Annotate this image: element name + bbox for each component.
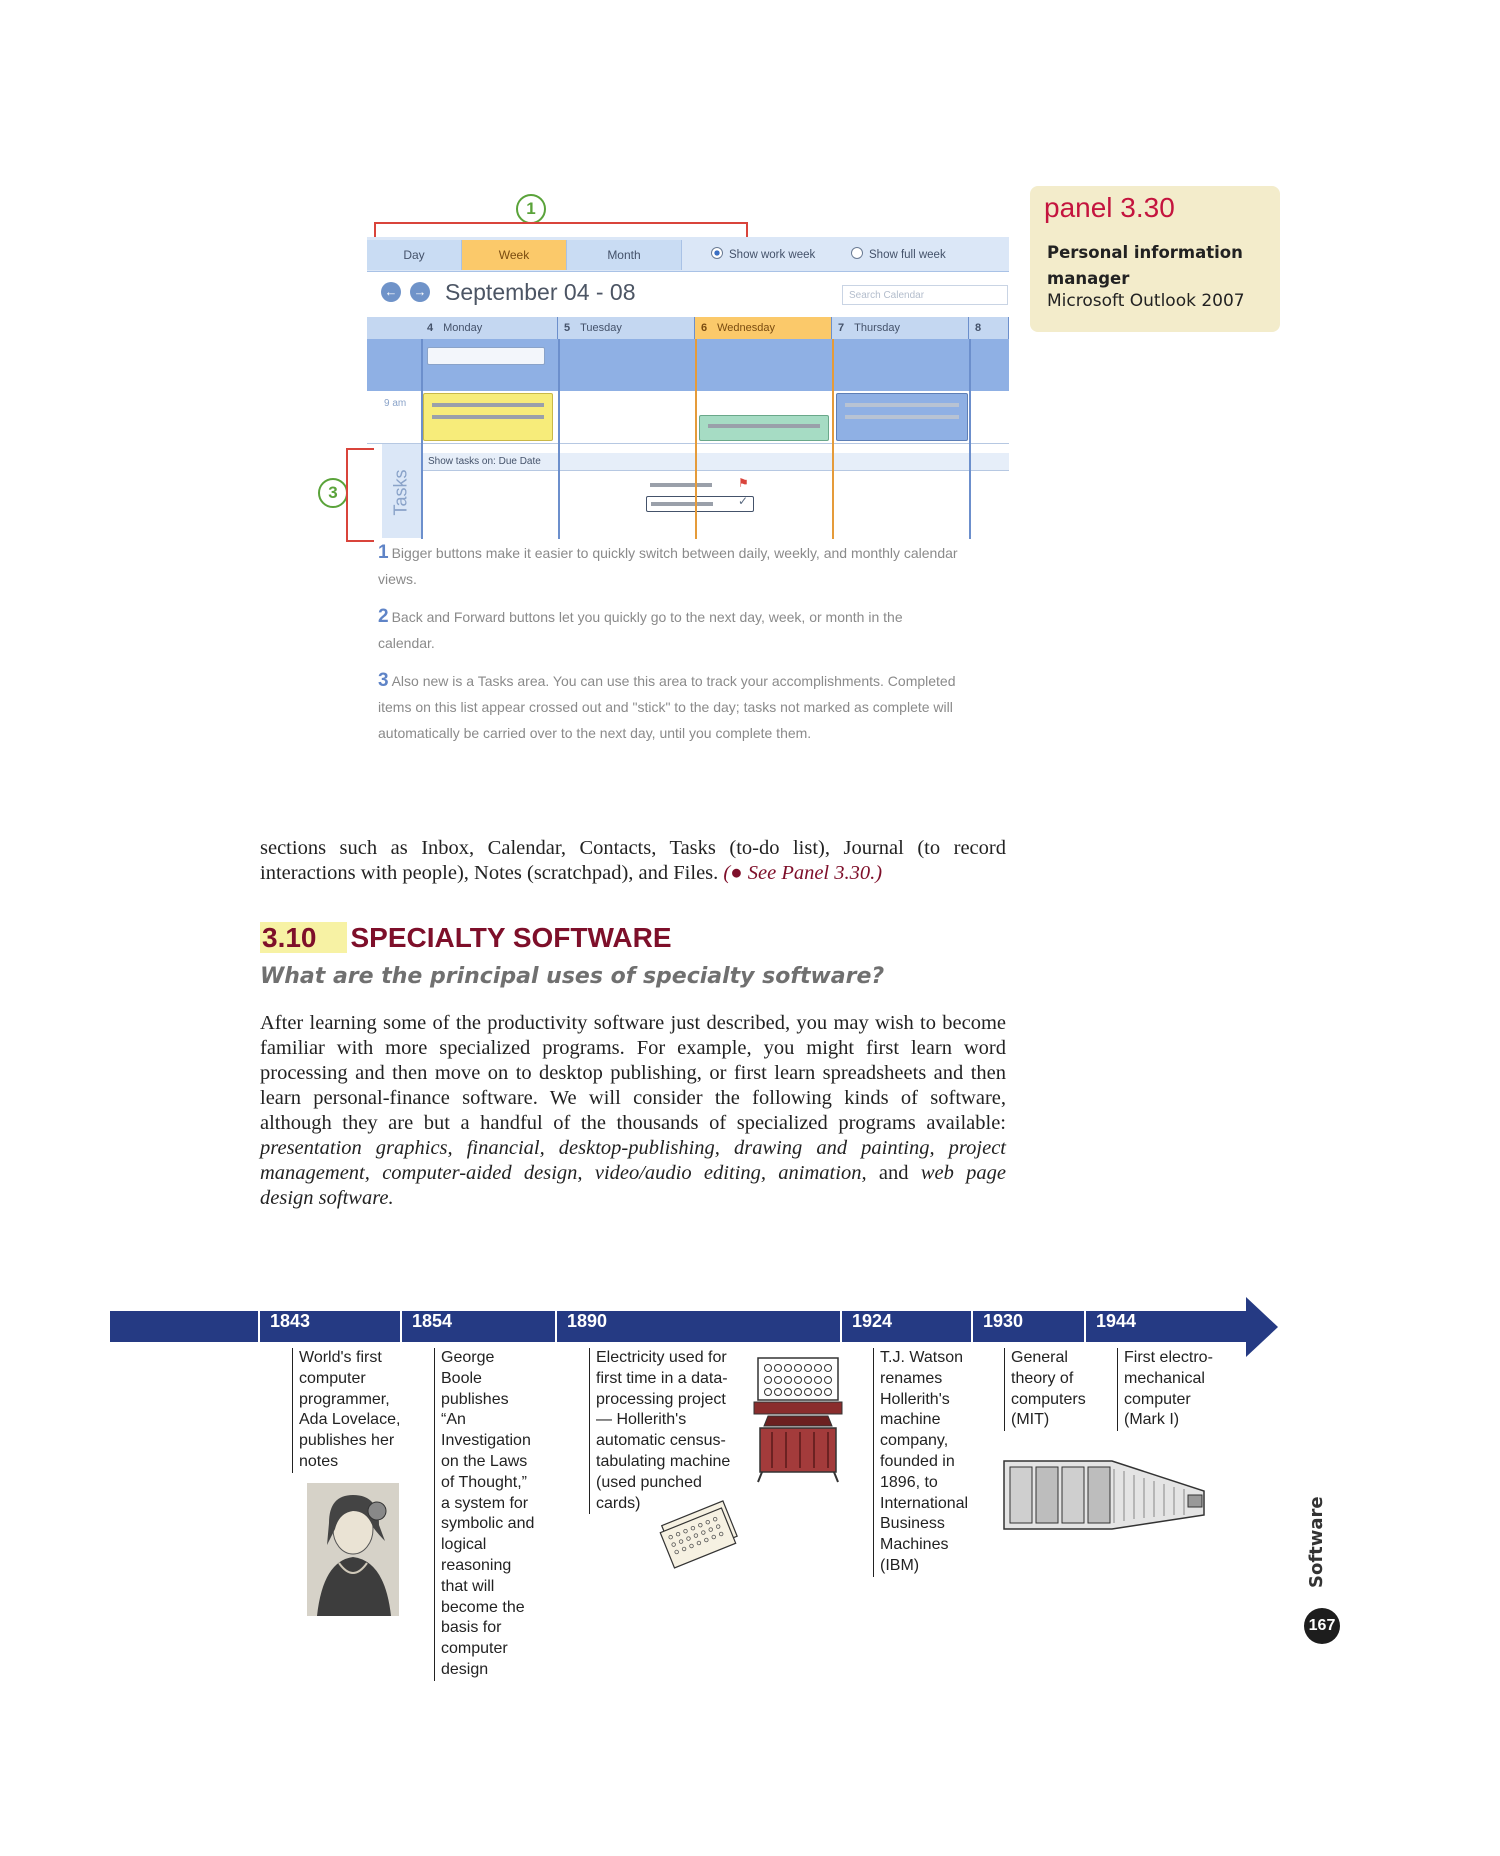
day-header-row	[367, 317, 1009, 339]
punched-cards-illustration	[654, 1500, 746, 1570]
task-item[interactable]	[646, 478, 752, 492]
show-full-week-radio[interactable]: Show full week	[851, 247, 946, 261]
column-divider	[695, 339, 697, 539]
date-range-title: September 04 - 08	[445, 279, 636, 305]
tasks-side-label: Tasks	[390, 469, 411, 516]
timeline-year-1890: 1890	[555, 1311, 840, 1342]
flag-icon: ⚑	[738, 476, 749, 490]
timeline-entry-1854: George Boole publishes “An Investigation on the Laws of Thought,” a system for symbolic and logical reasoning that will become the basis for computer design	[434, 1348, 537, 1681]
time-label-9am: 9 am	[384, 398, 407, 409]
section-number: 3.10	[260, 922, 347, 953]
panel-subtitle: Personal information manager	[1047, 243, 1243, 288]
date-navigation-row	[367, 272, 1009, 316]
timeline-year-1854: 1854	[400, 1311, 556, 1342]
timeline-year-1944: 1944	[1084, 1311, 1204, 1342]
back-arrow-icon[interactable]: ←	[381, 282, 401, 302]
callout-3-bracket	[346, 448, 374, 542]
page-number: 167	[1304, 1608, 1340, 1644]
timeline-entry-1924: T.J. Watson renames Hollerith's machine company, founded in 1896, to International Business Machines (IBM)	[873, 1348, 984, 1577]
chapter-side-label: Software	[1306, 1496, 1327, 1588]
column-divider	[558, 339, 560, 539]
day-header-friday[interactable]: 8	[969, 317, 1009, 339]
outlook-screenshot-figure	[314, 186, 1009, 539]
search-calendar-input[interactable]: Search Calendar	[842, 285, 1008, 305]
time-slot-row	[367, 391, 1009, 444]
tasks-side-panel	[382, 444, 422, 538]
callout-3: 3	[318, 478, 348, 508]
column-divider	[832, 339, 834, 539]
checkmark-icon: ✓	[738, 494, 749, 508]
callout-1-bracket	[374, 222, 748, 238]
month-view-button[interactable]: Month	[567, 240, 682, 270]
intro-paragraph: sections such as Inbox, Calendar, Contacts, Tasks (to-do list), Journal (to record interactions with people), Notes (scratchpad), and Files. (● See Panel 3.30.)	[260, 837, 1006, 884]
mark-i-computer-illustration	[1000, 1457, 1208, 1535]
column-divider	[969, 339, 971, 539]
day-view-button[interactable]: Day	[367, 240, 462, 270]
ada-lovelace-portrait	[307, 1483, 399, 1616]
wednesday-appointment[interactable]	[699, 415, 829, 441]
section-title: SPECIALTY SOFTWARE	[350, 922, 672, 953]
day-header-monday[interactable]: 4 Monday	[421, 317, 558, 339]
forward-arrow-icon[interactable]: →	[410, 282, 430, 302]
timeline-entry-1930: General theory of computers (MIT)	[1004, 1348, 1097, 1431]
day-header-tuesday[interactable]: 5 Tuesday	[558, 317, 695, 339]
timeline-entry-1890: Electricity used for first time in a data-processing project — Hollerith's automatic census-tabulating machine (used punched cards)	[589, 1348, 746, 1514]
tasks-area	[422, 472, 1009, 538]
timeline-year-1843: 1843	[258, 1311, 402, 1342]
figure-note-3: 3 Also new is a Tasks area. You can use this area to track your accomplishments. Completed items on this list appear crossed out and "stick" to the day; tasks not marked as complete will automatically be carried over to the next day, until you complete them.	[378, 670, 956, 741]
thursday-appointment[interactable]	[836, 393, 968, 441]
hollerith-tabulator-illustration	[752, 1356, 844, 1484]
column-divider	[421, 339, 423, 539]
monday-appointment[interactable]	[423, 393, 553, 441]
show-tasks-bar[interactable]: Show tasks on: Due Date	[422, 453, 1009, 471]
section-heading	[260, 922, 672, 954]
figure-notes	[378, 540, 958, 758]
timeline-arrowhead	[1246, 1297, 1278, 1357]
show-work-week-radio[interactable]: Show work week	[711, 247, 815, 261]
figure-note-1: 1 Bigger buttons make it easier to quickly switch between daily, weekly, and monthly calendar views.	[378, 542, 958, 587]
timeline-year-1930: 1930	[971, 1311, 1085, 1342]
panel-program: Microsoft Outlook 2007	[1047, 291, 1245, 311]
figure-note-2: 2 Back and Forward buttons let you quickly go to the next day, week, or month in the calendar.	[378, 606, 903, 651]
main-paragraph: After learning some of the productivity software just described, you may wish to become familiar with more specialized programs. For example, you might first learn word processing and then move on to desktop publishing, or first learn spreadsheets and then learn personal-finance software. We will consider the following kinds of software, although they are but a handful of the thousands of specialized programs available: presentation graphics, financial, desktop-publishing, drawing and painting, project management, computer-aided design, video/audio editing, animation, and web page design software.	[260, 1012, 1006, 1209]
panel-title: panel 3.30	[1044, 192, 1175, 223]
panel-reference[interactable]: (● See Panel 3.30.)	[723, 862, 883, 884]
section-question: What are the principal uses of specialty software?	[260, 964, 885, 989]
timeline-entry-1843: World's first computer programmer, Ada Lovelace, publishes her notes	[292, 1348, 411, 1473]
timeline-year-1924: 1924	[840, 1311, 972, 1342]
timeline-entry-1944: First electro-mechanical computer (Mark I)	[1117, 1348, 1224, 1431]
view-switch-bar	[367, 237, 1009, 272]
callout-1: 1	[516, 194, 546, 224]
week-view-button[interactable]: Week	[462, 240, 567, 270]
day-header-wednesday[interactable]: 6 Wednesday	[695, 317, 832, 339]
day-header-thursday[interactable]: 7 Thursday	[832, 317, 969, 339]
all-day-row	[367, 339, 1009, 391]
all-day-event[interactable]	[427, 347, 545, 365]
